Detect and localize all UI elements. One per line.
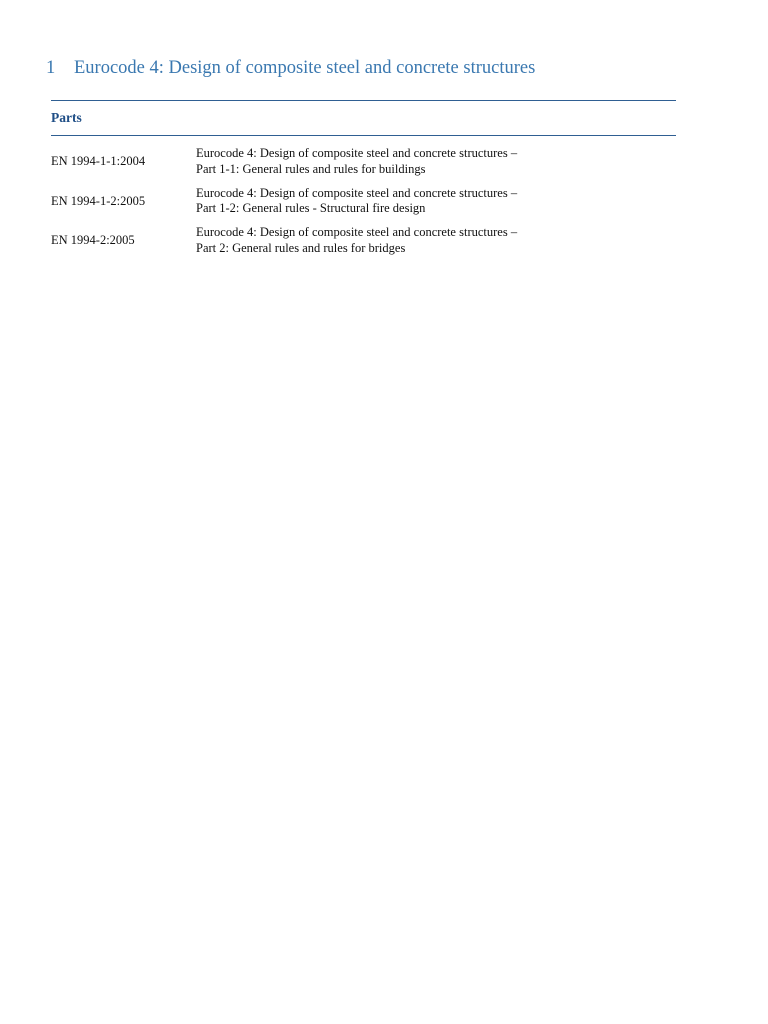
table-row [51, 146, 676, 186]
section-number: 1 [46, 58, 56, 78]
standard-description [196, 146, 676, 177]
section-title: Eurocode 4: Design of composite steel and concrete structures [74, 58, 536, 78]
standard-description [196, 186, 676, 217]
description-line-1: Eurocode 4: Design of composite steel and concrete structures – [196, 185, 518, 200]
standard-code: EN 1994-1-2:2005 [51, 193, 146, 208]
parts-header: Parts [51, 110, 82, 125]
standard-code: EN 1994-2:2005 [51, 233, 135, 247]
description-line-1: Eurocode 4: Design of composite steel and concrete structures – [196, 146, 518, 160]
description-line-2: Part 1-2: General rules - Structural fire design [196, 201, 426, 215]
standard-description [196, 225, 676, 256]
standard-code: EN 1994-1-1:2004 [51, 154, 146, 168]
description-line-2: Part 1-1: General rules and rules for buildings [196, 161, 426, 176]
parts-table [51, 100, 676, 265]
table-row [51, 186, 676, 226]
table-row [51, 225, 676, 265]
description-line-1: Eurocode 4: Design of composite steel and concrete structures – [196, 225, 518, 239]
table-rows [51, 136, 676, 265]
description-line-2: Part 2: General rules and rules for bridges [196, 240, 406, 255]
page-heading [46, 58, 535, 79]
